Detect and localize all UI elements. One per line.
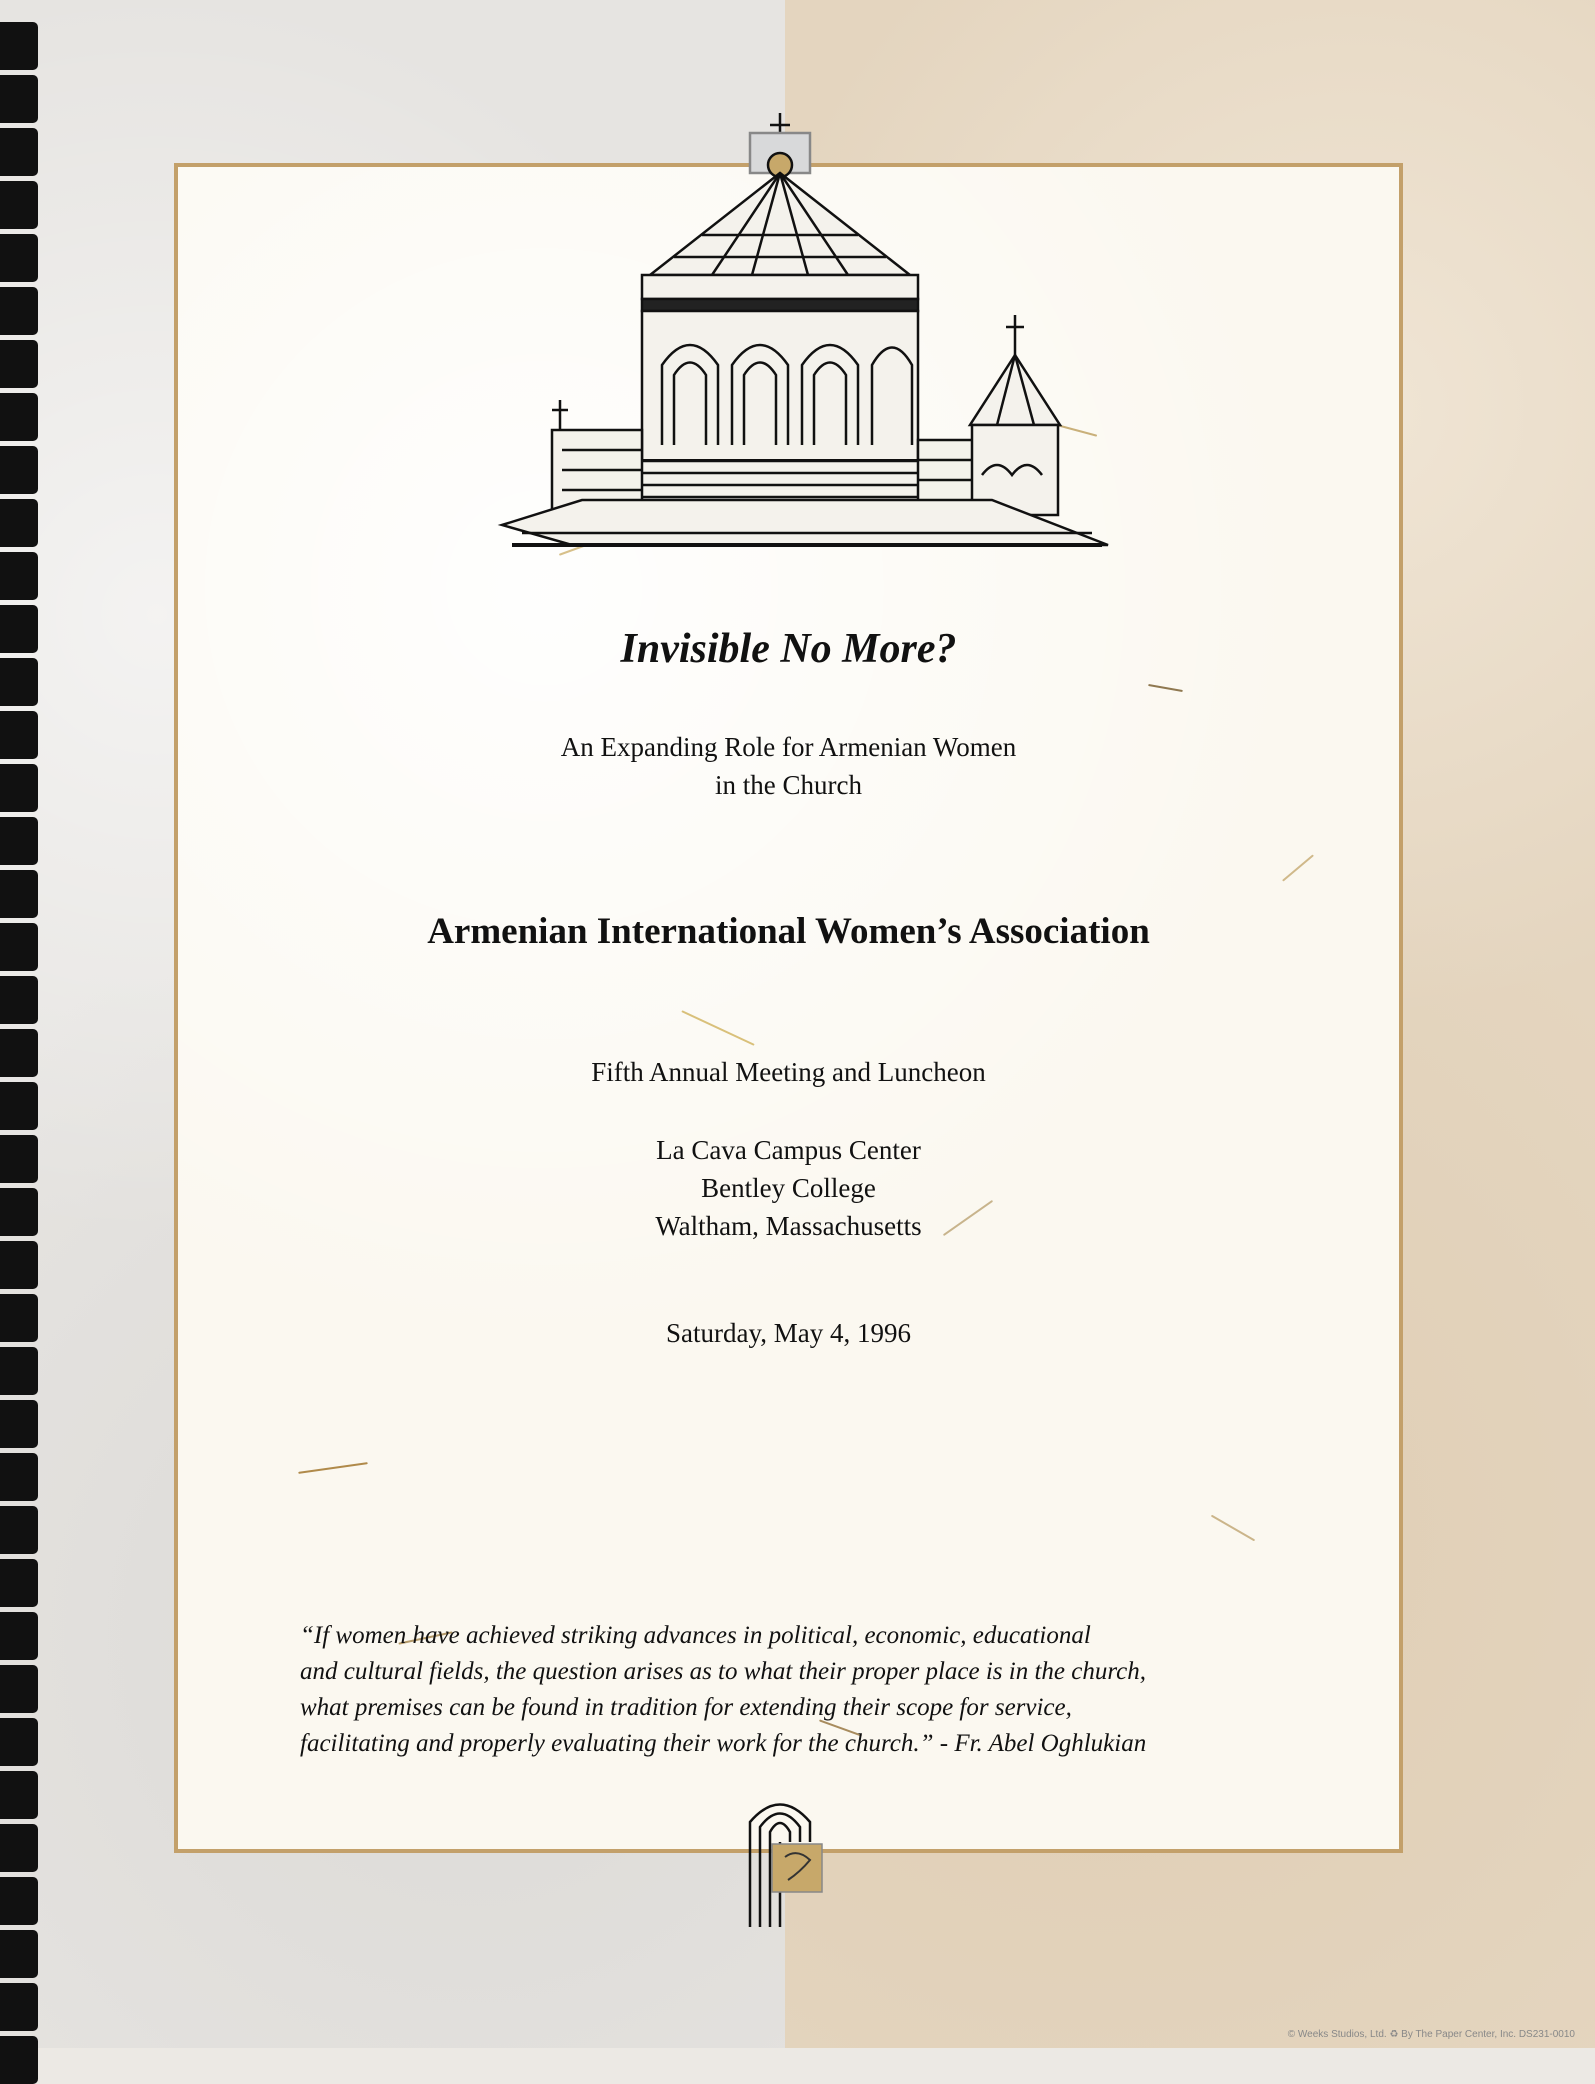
binding-ring (0, 499, 38, 547)
binding-ring (0, 1983, 38, 2031)
paper-fiber (681, 1010, 754, 1046)
cover-title: Invisible No More? (620, 626, 957, 672)
binding-ring (0, 764, 38, 812)
binding-ring (0, 1347, 38, 1395)
quote-line: what premises can be found in tradition for extending their scope for service, (300, 1694, 1072, 1721)
binding-ring (0, 711, 38, 759)
binding-ring (0, 976, 38, 1024)
binding-ring (0, 446, 38, 494)
binding-ring (0, 1294, 38, 1342)
quotation (300, 1618, 1340, 1762)
binding-ring (0, 1135, 38, 1183)
binding-ring (0, 1877, 38, 1925)
binding-ring (0, 1559, 38, 1607)
event-name: Fifth Annual Meeting and Luncheon (591, 1057, 986, 1087)
binding-ring (0, 658, 38, 706)
binding-ring (0, 181, 38, 229)
subtitle-line: in the Church (715, 770, 862, 800)
binding-ring (0, 1241, 38, 1289)
paper-fiber (1282, 854, 1314, 881)
binding-ring (0, 393, 38, 441)
organization-name: Armenian International Women’s Association (427, 911, 1150, 952)
binding-ring (0, 817, 38, 865)
binding-ring (0, 1453, 38, 1501)
venue-line: Waltham, Massachusetts (655, 1211, 922, 1241)
binding-ring (0, 1612, 38, 1660)
event-date: Saturday, May 4, 1996 (666, 1318, 911, 1348)
binding-ring (0, 22, 38, 70)
paper-fiber (1148, 684, 1183, 692)
binding-ring (0, 234, 38, 282)
venue-line: Bentley College (701, 1173, 876, 1203)
paper-fiber (1211, 1515, 1255, 1542)
binding-ring (0, 1665, 38, 1713)
binding-ring (0, 1029, 38, 1077)
binding-ring (0, 1400, 38, 1448)
binding-ring (0, 552, 38, 600)
binding-ring (0, 1188, 38, 1236)
binding-ring (0, 2036, 38, 2084)
binding-ring (0, 287, 38, 335)
binding-ring (0, 128, 38, 176)
binding-ring (0, 923, 38, 971)
venue-line: La Cava Campus Center (656, 1135, 921, 1165)
binding-ring (0, 75, 38, 123)
cover-subtitle (174, 728, 1403, 804)
quote-line: facilitating and properly evaluating their work for the church.” - Fr. Abel Oghlukian (300, 1730, 1147, 1757)
subtitle-line: An Expanding Role for Armenian Women (560, 732, 1017, 762)
binding-ring (0, 340, 38, 388)
binding-ring (0, 605, 38, 653)
binding-ring (0, 1824, 38, 1872)
binding-ring (0, 1082, 38, 1130)
spiral-binding (0, 0, 50, 2048)
printer-credits: © Weeks Studios, Ltd. ♻ By The Paper Center, Inc. DS231-0010 (1287, 2029, 1575, 2040)
binding-ring (0, 1506, 38, 1554)
church-illustration-icon (452, 105, 1112, 575)
quote-line: and cultural fields, the question arises as to what their proper place is in the church, (300, 1658, 1146, 1685)
binding-ring (0, 1718, 38, 1766)
binding-ring (0, 870, 38, 918)
venue (174, 1131, 1403, 1245)
binding-ring (0, 1771, 38, 1819)
binding-ring (0, 1930, 38, 1978)
paper-fiber (298, 1462, 368, 1474)
quote-line: “If women have achieved striking advances in political, economic, educational (300, 1622, 1091, 1649)
aiwa-arch-logo-icon (740, 1782, 830, 1932)
